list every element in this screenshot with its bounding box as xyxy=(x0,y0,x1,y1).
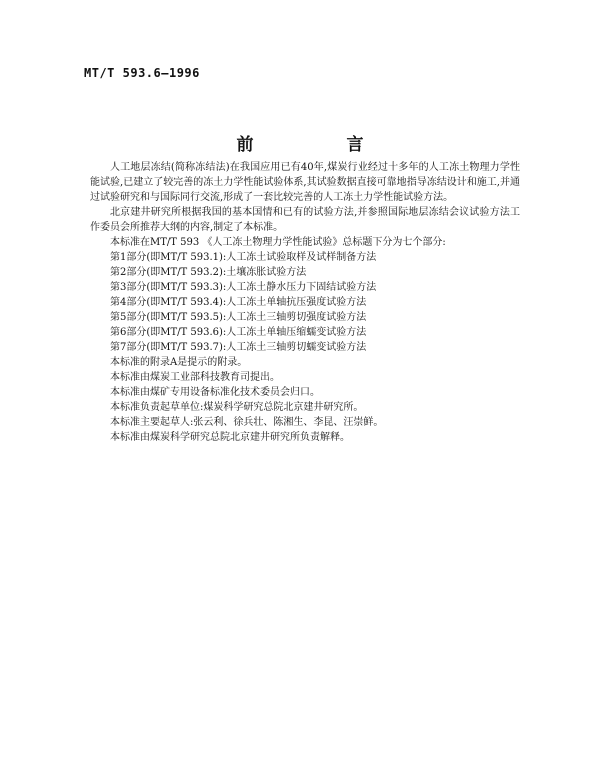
drafters: 本标准主要起草人:张云利、徐兵壮、陈湘生、李昆、汪崇鲜。 xyxy=(110,417,384,428)
appendix-note: 本标准的附录A是提示的附录。 xyxy=(110,357,248,368)
paragraph-2: 北京建井研究所根据我国的基本国情和已有的试验方法,并参照国际地层冻结会议试验方法工作委员会所推荐大纲的内容,制定了本标准。 xyxy=(90,207,520,233)
parts-intro: 本标准在MT/T 593 《人工冻土物理力学性能试验》总标题下分为七个部分: xyxy=(110,237,446,248)
preface-body xyxy=(90,160,520,445)
part-1: 第1部分(即MT/T 593.1):人工冻土试验取样及试样制备方法 xyxy=(110,252,377,263)
part-3: 第3部分(即MT/T 593.3):人工冻土静水压力下固结试验方法 xyxy=(110,282,377,293)
centralized-by: 本标准由煤矿专用设备标准化技术委员会归口。 xyxy=(110,387,320,398)
paragraph-1: 人工地层冻结(简称冻结法)在我国应用已有40年,煤炭行业经过十多年的人工冻土物理力学性能试验,已建立了较完善的冻土力学性能试验体系,其试验数据直接可靠地指导冻结设计和施工,并通过试验研究和与国际同行交流,形成了一套比较完善的人工冻土力学性能试验方法。 xyxy=(90,162,520,203)
part-7: 第7部分(即MT/T 593.7):人工冻土三轴剪切蠕变试验方法 xyxy=(110,342,367,353)
part-4: 第4部分(即MT/T 593.4):人工冻土单轴抗压强度试验方法 xyxy=(110,297,367,308)
standard-code: MT/T 593.6—1996 xyxy=(84,66,200,80)
drafting-unit: 本标准负责起草单位:煤炭科学研究总院北京建井研究所。 xyxy=(110,402,364,413)
part-5: 第5部分(即MT/T 593.5):人工冻土三轴剪切强度试验方法 xyxy=(110,312,367,323)
proposed-by: 本标准由煤炭工业部科技教育司提出。 xyxy=(110,372,280,383)
interpretation: 本标准由煤炭科学研究总院北京建井研究所负责解释。 xyxy=(110,432,350,443)
page-title: 前 言 xyxy=(236,135,402,155)
part-2: 第2部分(即MT/T 593.2):土壤冻胀试验方法 xyxy=(110,267,307,278)
part-6: 第6部分(即MT/T 593.6):人工冻土单轴压缩蠕变试验方法 xyxy=(110,327,367,338)
